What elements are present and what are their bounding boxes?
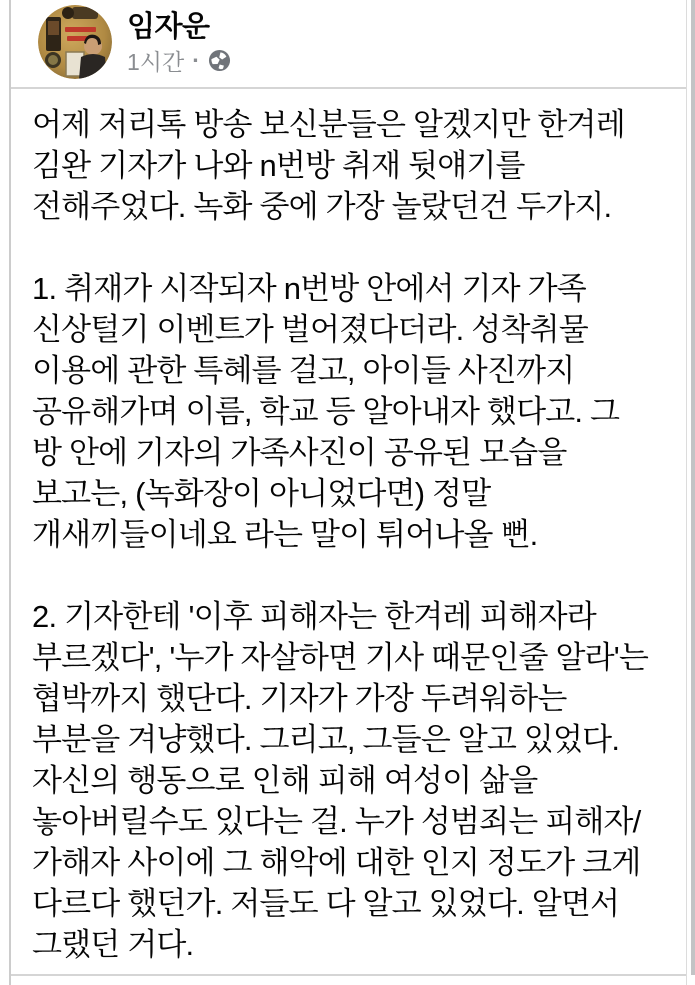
- post-text-line: 보고는, (녹화장이 아니었다면) 정말: [32, 476, 491, 511]
- bottom-divider: [11, 974, 686, 976]
- meta-separator: ·: [192, 47, 200, 73]
- post-text-line: 공유해가며 이름, 학교 등 알아내자 했다고. 그: [32, 394, 620, 429]
- post-text-line: 자신의 행동으로 인해 피해 여성이 삶을: [32, 763, 538, 798]
- post-text-line: 부르겠다', '누가 자살하면 기사 때문인줄 알라'는: [32, 640, 649, 675]
- post-text-line: 이용에 관한 특혜를 걸고, 아이들 사진까지: [32, 353, 575, 388]
- post-paragraph: [32, 596, 668, 965]
- post-header: [11, 0, 686, 87]
- post-meta[interactable]: [127, 44, 231, 77]
- post-text-line: 전해주었다. 녹화 중에 가장 놀랐던건 두가지.: [32, 189, 612, 224]
- post-paragraph: [32, 104, 668, 227]
- post-text-line: 놓아버릴수도 있다는 걸. 누가 성범죄는 피해자/: [32, 804, 641, 839]
- author-name[interactable]: 임자운: [127, 11, 210, 43]
- post-text-line: 다르다 했던가. 저들도 다 알고 있었다. 알면서: [32, 886, 620, 921]
- avatar-image: [38, 5, 112, 79]
- header-divider: [11, 87, 686, 89]
- post-text-line: 어제 저리톡 방송 보신분들은 알겠지만 한겨레: [32, 107, 625, 142]
- post-paragraph: [32, 268, 668, 555]
- privacy-globe-icon: [208, 49, 231, 72]
- post-text-line: 2. 기자한테 '이후 피해자는 한겨레 피해자라: [32, 599, 596, 634]
- post-text-line: 방 안에 기자의 가족사진이 공유된 모습을: [32, 435, 567, 470]
- profile-avatar[interactable]: [38, 5, 112, 79]
- post-text-line: 신상털기 이벤트가 벌어졌다더라. 성착취물: [32, 312, 588, 347]
- post-text-line: 개새끼들이네요 라는 말이 튀어나올 뻔.: [32, 517, 538, 552]
- post-text-line: 김완 기자가 나와 n번방 취재 뒷얘기를: [32, 148, 525, 183]
- post-content: [32, 104, 668, 965]
- post-text-line: 가해자 사이에 그 해악에 대한 인지 정도가 크게: [32, 845, 641, 880]
- post-text-line: 부분을 겨냥했다. 그리고, 그들은 알고 있었다.: [32, 722, 620, 757]
- post-text-line: 그랬던 거다.: [32, 927, 194, 962]
- post-timestamp[interactable]: 1시간: [127, 49, 185, 75]
- post-text-line: 협박까지 했단다. 기자가 가장 두려워하는: [32, 681, 567, 716]
- post-text-line: 1. 취재가 시작되자 n번방 안에서 기자 가족: [32, 271, 586, 306]
- post-card: [9, 0, 687, 985]
- scrollbar[interactable]: [691, 0, 695, 975]
